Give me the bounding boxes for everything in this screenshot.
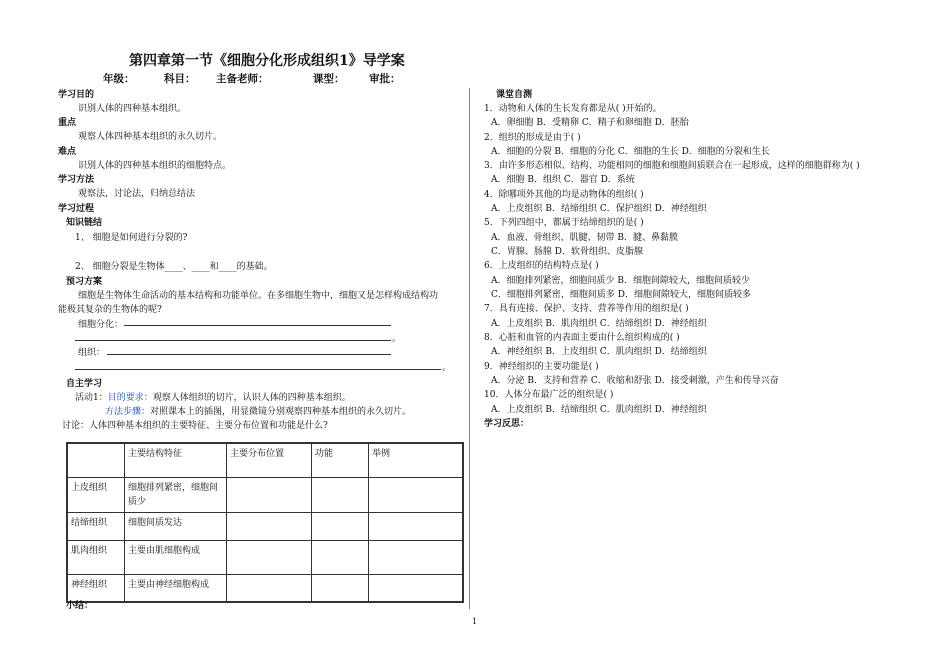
question-1-options: A．卵细胞 B．受精卵 C．精子和卵细胞 D．胚胎: [491, 118, 689, 128]
key-heading: 重点: [58, 118, 77, 128]
method-text: 观察法，讨论法，归纳总结法: [78, 189, 196, 199]
table-header: 主要结构特征: [125, 443, 227, 477]
question-5-options-a: A．血液、骨组织、肌腱、韧带 B．腱、鼻黏膜: [491, 233, 678, 243]
table-header: 功能: [312, 443, 369, 477]
question-8-options: A．神经组织 B．上皮组织 C．肌肉组织 D．结缔组织: [491, 347, 707, 357]
summary-label: 小结：: [66, 601, 94, 611]
question-10: 10．人体分布最广泛的组织是( ): [484, 390, 614, 400]
question-10-options: A．上皮组织 B．结缔组织 C．肌肉组织 D．神经组织: [491, 405, 707, 415]
table-cell: [227, 477, 312, 512]
question-8: 8．心脏和血管的内表面主要由什么组织构成的( ): [484, 333, 680, 343]
activity-steps-text: 对照课本上的插图，用显微镜分别观察四种基本组织的永久切片。: [150, 407, 412, 417]
question-3-options: A．细胞 B．组织 C．器官 D．系统: [491, 175, 635, 185]
differentiation-blank-1: [124, 325, 391, 326]
question-2-options: A．细胞的分裂 B．细胞的分化 C．细胞的生长 D．细胞的分裂和生长: [491, 147, 770, 157]
question-7: 7．具有连接、保护、支持、营养等作用的组织是( ): [484, 304, 689, 314]
activity-line: [75, 390, 351, 403]
page-title: 第四章第一节《细胞分化形成组织1》导学案: [129, 53, 405, 69]
reflection-heading: 学习反思：: [484, 419, 530, 429]
table-header: 举例: [369, 443, 464, 477]
difficulty-text: 识别人体的四种基本组织的细胞特点。: [78, 161, 232, 171]
table-cell: 主要由神经细胞构成: [125, 574, 227, 602]
table-row: [67, 477, 463, 512]
table-cell: [227, 574, 312, 602]
table-cell: [312, 540, 369, 574]
table-cell: [369, 540, 464, 574]
table-cell: 细胞排列紧密，细胞间质少: [125, 477, 227, 512]
question-4: 4．除哪项外其他的均是动物体的组织( ): [484, 190, 644, 200]
preview-paragraph-2: 能极其复杂的生物体的呢?: [58, 305, 162, 315]
activity-steps-label: 方法步骤：: [105, 407, 151, 417]
self-study-heading: 自主学习: [66, 379, 103, 389]
question-3: 3．由许多形态相似、结构、功能相同的细胞和细胞间质联合在一起形成，这样的细胞群称为( ): [484, 161, 860, 171]
activity-requirement-label: 目的要求：: [107, 393, 153, 403]
question-6: 6．上皮组织的结构特点是( ): [484, 261, 599, 271]
question-9-options: A．分泌 B．支持和营养 C．收缩和舒张 D．接受刺激，产生和传导兴奋: [491, 376, 779, 386]
table-cell: 上皮组织: [67, 477, 125, 512]
grade-label: 年级：: [103, 73, 135, 85]
teacher-label: 主备老师：: [216, 73, 269, 85]
table-cell: [312, 512, 369, 540]
process-heading: 学习过程: [58, 204, 95, 214]
link-heading: 知识链结: [66, 218, 103, 228]
table-cell: [369, 477, 464, 512]
table-cell: [312, 477, 369, 512]
activity-steps-line: [105, 404, 411, 417]
table-cell: [312, 574, 369, 602]
link-question-2: 2、 细胞分裂是生物体____、____和____的基础。: [75, 262, 273, 272]
differentiation-blank-2: [75, 340, 391, 341]
table-cell: [227, 512, 312, 540]
lesson-type-label: 课型：: [313, 73, 345, 85]
period-2: 。: [442, 363, 452, 373]
table-cell: 肌肉组织: [67, 540, 125, 574]
tissue-table: [66, 442, 464, 603]
table-header-row: [67, 443, 463, 477]
table-row: [67, 574, 463, 602]
question-4-options: A．上皮组织 B．结缔组织 C．保护组织 D．神经组织: [491, 204, 707, 214]
question-2: 2．组织的形成是由于( ): [484, 133, 581, 143]
question-6-options-a: A．细胞排列紧密，细胞间质少 B．细胞间隙较大，细胞间质较少: [491, 276, 750, 286]
question-9: 9．神经组织的主要功能是( ): [484, 362, 599, 372]
approval-label: 审批：: [369, 73, 401, 85]
question-1: 1．动物和人体的生长发育都是从( )开始的。: [484, 104, 662, 114]
table-cell: [369, 512, 464, 540]
column-divider: [469, 88, 470, 609]
table-cell: 结缔组织: [67, 512, 125, 540]
difficulty-heading: 难点: [58, 147, 77, 157]
tissue-blank-2: [75, 369, 441, 370]
question-6-options-b: C．细胞排列紧密，细胞间质多 D．细胞间隙较大，细胞间质较多: [491, 290, 751, 300]
test-heading: 课堂自测: [496, 90, 533, 100]
activity-requirement-text: 观察人体组织的切片，认识人体的四种基本组织。: [152, 393, 351, 403]
table-cell: 主要由肌细胞构成: [125, 540, 227, 574]
question-5-options-b: C．胃腺、肠腺 D．软骨组织、皮脂腺: [491, 247, 643, 257]
table-cell: 神经组织: [67, 574, 125, 602]
discussion-prompt: 讨论：人体四种基本组织的主要特征、主要分布位置和功能是什么?: [62, 421, 328, 431]
differentiation-label: 细胞分化：: [78, 320, 124, 330]
tissue-label: 组织：: [78, 348, 106, 358]
table-cell: [369, 574, 464, 602]
preview-heading: 预习方案: [66, 277, 103, 287]
key-text: 观察人体四种基本组织的永久切片。: [78, 132, 223, 142]
table-cell: 细胞间质发达: [125, 512, 227, 540]
goal-heading: 学习目的: [58, 90, 95, 100]
tissue-blank-1: [107, 354, 391, 355]
question-5: 5．下列四组中，都属于结缔组织的是( ): [484, 218, 644, 228]
link-question-1: 1、 细胞是如何进行分裂的?: [75, 233, 188, 243]
period-1: 。: [392, 334, 402, 344]
activity-prefix: 活动1：: [75, 393, 108, 403]
question-7-options: A．上皮组织 B．肌肉组织 C．结缔组织 D．神经组织: [491, 319, 707, 329]
table-cell: [227, 540, 312, 574]
table-row: [67, 512, 463, 540]
table-row: [67, 540, 463, 574]
goal-text: 识别人体的四种基本组织。: [78, 104, 187, 114]
subject-label: 科目：: [164, 73, 196, 85]
table-header: 主要分布位置: [227, 443, 312, 477]
method-heading: 学习方法: [58, 175, 95, 185]
preview-paragraph-1: 细胞是生物体生命活动的基本结构和功能单位。在多细胞生物中，细胞又是怎样构成结构功: [78, 291, 439, 301]
page-number: 1: [472, 617, 478, 626]
table-header: [67, 443, 125, 477]
